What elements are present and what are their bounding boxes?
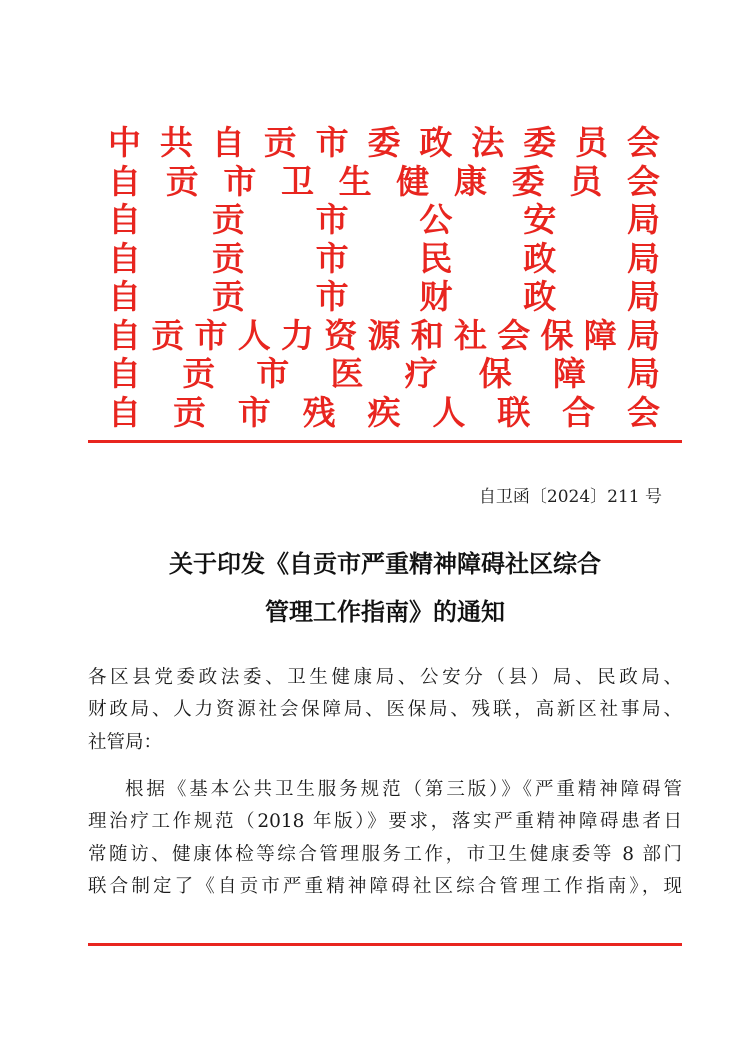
issuer-char: 贡 (151, 315, 185, 355)
issuer-char: 资 (324, 315, 358, 355)
issuer-char: 市 (256, 354, 290, 393)
issuer-char: 合 (562, 392, 596, 432)
issuer-line (108, 355, 660, 394)
issuer-char: 市 (237, 392, 271, 432)
issuer-line (108, 201, 660, 240)
issuer-char: 贡 (165, 161, 199, 201)
issuer-char: 员 (575, 123, 609, 162)
issuer-char: 自 (108, 200, 141, 239)
issuer-char: 会 (627, 392, 660, 432)
issuer-char: 贡 (211, 200, 245, 239)
issuer-char: 残 (302, 392, 336, 432)
issuer-char: 疾 (367, 392, 401, 432)
issuer-char: 健 (396, 161, 430, 201)
issuer-char: 安 (523, 200, 557, 239)
header-red-rule (88, 440, 682, 443)
issuer-line (108, 124, 660, 163)
paragraph-line: 联合制定了《自贡市严重精神障碍社区综合管理工作指南》，现 (88, 876, 682, 898)
issuer-line (108, 317, 660, 356)
issuer-char: 自 (108, 277, 141, 316)
issuer-char: 委 (523, 123, 557, 162)
issuer-char: 自 (108, 161, 141, 201)
issuer-char: 中 (108, 123, 141, 162)
body-paragraph (88, 774, 682, 904)
issuer-char: 康 (453, 161, 487, 201)
issuer-line (108, 394, 660, 433)
issuer-char: 公 (419, 200, 453, 239)
issuer-char: 障 (552, 354, 586, 393)
paragraph-line: 根据《基本公共卫生服务规范（第三版）》《严重精神障碍管 (125, 779, 682, 800)
recipients-line: 社管局： (88, 731, 163, 753)
issuer-char: 民 (419, 238, 453, 278)
issuer-char: 社 (454, 315, 487, 355)
issuer-char: 委 (367, 123, 401, 162)
issuer-char: 自 (108, 392, 141, 432)
issuer-char: 自 (108, 238, 141, 278)
issuer-char: 局 (627, 315, 660, 355)
issuer-char: 委 (511, 161, 545, 201)
issuer-char: 人 (237, 315, 271, 355)
issuer-char: 政 (523, 238, 557, 278)
issuer-char: 会 (626, 161, 660, 201)
issuer-char: 自 (108, 315, 141, 355)
issuer-char: 局 (626, 354, 660, 393)
issuer-char: 共 (159, 123, 193, 162)
issuer-char: 政 (523, 277, 557, 316)
issuer-char: 法 (471, 123, 505, 162)
issuer-char: 贡 (182, 354, 216, 393)
issuer-header (108, 124, 660, 432)
recipients-line: 财政局、人力资源社会保障局、医保局、残联，高新区社事局、 (88, 699, 682, 721)
issuer-char: 贡 (263, 123, 297, 162)
issuer-char: 政 (419, 123, 453, 162)
issuer-char: 卫 (280, 161, 314, 201)
issuer-char: 市 (315, 200, 349, 239)
issuer-char: 会 (626, 123, 660, 162)
document-title-line-2: 管理工作指南》的通知 (265, 598, 505, 626)
issuer-char: 会 (497, 315, 531, 355)
paragraph-line: 常随访、健康体检等综合管理服务工作，市卫生健康委等 8 部门 (88, 843, 682, 865)
issuer-char: 自 (108, 354, 141, 393)
recipients-block (88, 662, 682, 759)
issuer-char: 源 (367, 315, 401, 355)
issuer-char: 保 (540, 315, 574, 355)
issuer-char: 市 (223, 161, 257, 201)
issuer-char: 保 (478, 354, 512, 393)
issuer-char: 贡 (172, 392, 206, 432)
document-title-line-1: 关于印发《自贡市严重精神障碍社区综合 (169, 550, 601, 578)
issuer-char: 自 (211, 123, 245, 162)
paragraph-line: 理治疗工作规范（2018 年版）》要求，落实严重精神障碍患者日 (88, 811, 682, 833)
issuer-char: 市 (194, 315, 228, 355)
issuer-char: 市 (315, 123, 349, 162)
issuer-char: 市 (315, 277, 349, 316)
issuer-line (108, 240, 660, 279)
issuer-char: 局 (626, 277, 660, 316)
issuer-char: 贡 (211, 238, 245, 278)
issuer-char: 生 (338, 161, 372, 201)
issuer-char: 贡 (211, 277, 245, 316)
issuer-char: 疗 (404, 354, 438, 393)
recipients-line: 各区县党委政法委、卫生健康局、公安分（县）局、民政局、 (88, 667, 682, 688)
issuer-char: 医 (330, 354, 364, 393)
issuer-char: 力 (281, 315, 314, 355)
issuer-char: 局 (626, 238, 660, 278)
footer-red-rule (88, 943, 682, 946)
issuer-line (108, 163, 660, 202)
issuer-char: 人 (432, 392, 466, 432)
issuer-char: 和 (410, 315, 444, 355)
issuer-char: 市 (315, 238, 349, 278)
issuer-char: 员 (569, 161, 603, 201)
document-number: 自卫函〔2024〕211 号 (478, 487, 662, 507)
issuer-char: 财 (419, 277, 453, 316)
issuer-char: 局 (626, 200, 660, 239)
issuer-char: 联 (497, 392, 531, 432)
issuer-char: 障 (583, 315, 617, 355)
issuer-line (108, 278, 660, 317)
